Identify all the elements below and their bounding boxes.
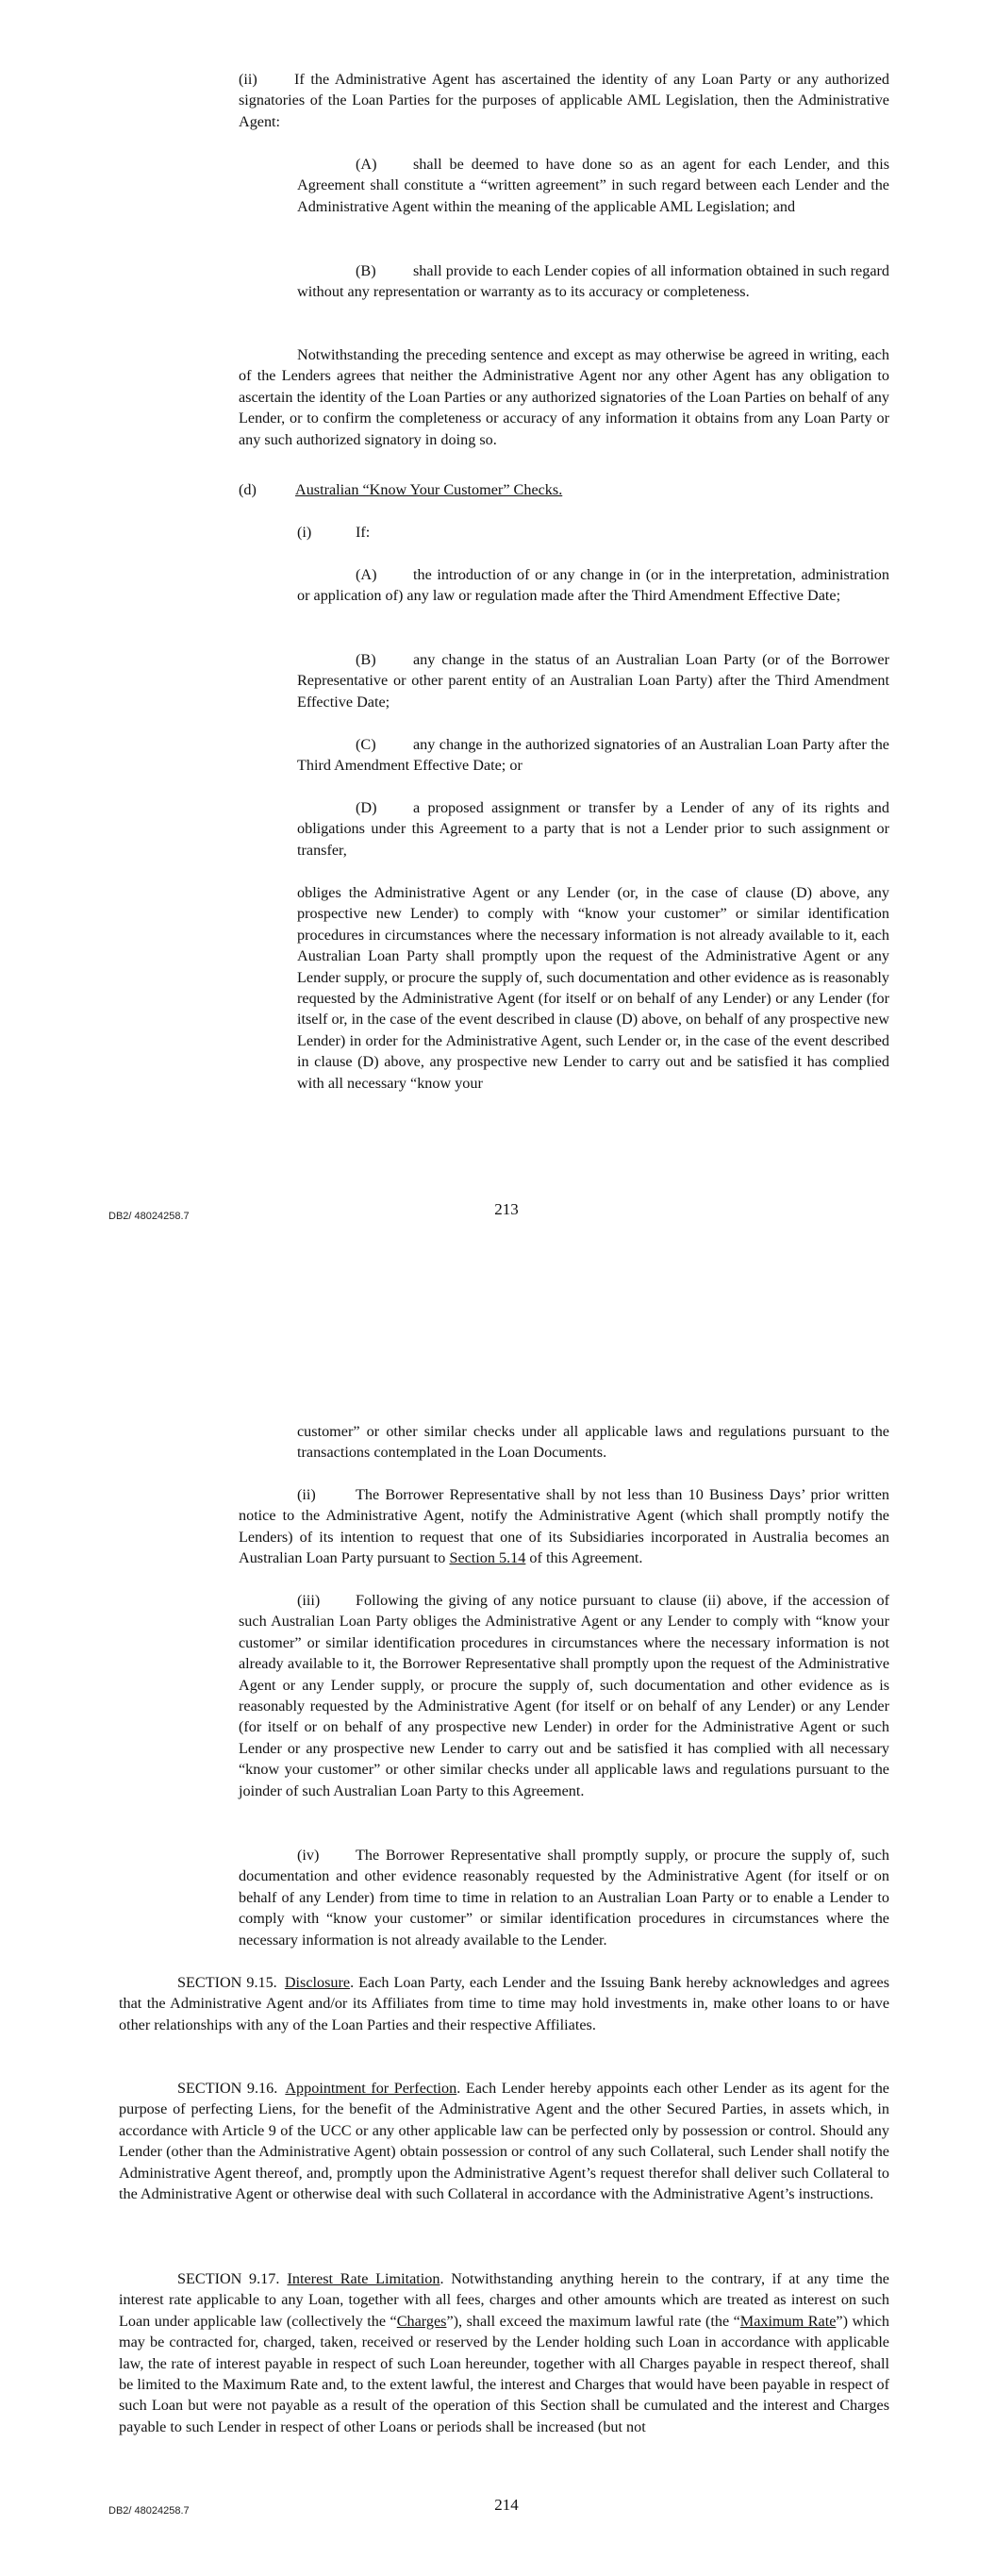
clause-d-heading	[239, 479, 562, 500]
clause-text: The Borrower Representative shall by not less than 10 Business Days’ prior written notice to the Administrative Agent, notify the Administrative Agent (which shall promptly notify the Lenders) of its intention to request that one of its Subsidiaries incorporated in Australia becomes an Australian Loan Party pursuant to	[239, 1486, 889, 1567]
clause-label: (ii)	[297, 1486, 316, 1503]
clause-ii-B	[297, 260, 889, 303]
clause-label: (A)	[356, 156, 377, 173]
clause-d-A	[297, 564, 889, 607]
defined-term-maximum-rate: Maximum Rate	[739, 2312, 837, 2330]
clause-title: Australian “Know Your Customer” Checks.	[295, 481, 563, 498]
section-9-16	[119, 2078, 889, 2204]
section-5-14-reference: Section 5.14	[449, 1549, 526, 1567]
clause-text: shall provide to each Lender copies of all information obtained in such regard without any representation or warranty as to its accuracy or completeness.	[297, 262, 889, 301]
section-9-15	[119, 1972, 889, 2035]
clause-label: (B)	[356, 651, 376, 668]
section-title: Interest Rate Limitation	[287, 2270, 440, 2287]
section-text: . Notwithstanding anything herein to the contrary, if at any time the interest rate applicable to any Loan, together with all fees, charges and other amounts which are treated as interest on such Loan under applicable law (collectively the “	[119, 2270, 889, 2330]
clause-label: (iv)	[297, 1847, 320, 1864]
document-id: DB2/ 48024258.7	[108, 1211, 190, 1222]
page-214	[0, 1288, 995, 2576]
section-number: SECTION 9.16.	[177, 2080, 278, 2097]
clause-d-B	[297, 649, 889, 712]
clause-d-i	[297, 522, 370, 543]
clause-text: If:	[356, 524, 371, 541]
clause-label: (D)	[356, 799, 377, 816]
clause-text: any change in the status of an Australian Loan Party (or of the Borrower Representative or other parent entity of an Australian Loan Party) after the Third Amendment Effective Date;	[297, 651, 889, 711]
clause-iv	[239, 1845, 889, 1950]
clause-label: (B)	[356, 262, 376, 279]
clause-label: (C)	[356, 736, 376, 753]
page-number: 213	[494, 1200, 519, 1218]
clause-d-C	[297, 734, 889, 777]
section-9-17	[119, 2268, 889, 2437]
notwithstanding-paragraph: Notwithstanding the preceding sentence and except as may otherwise be agreed in writing, each of the Lenders agrees that neither the Administrative Agent nor any other Agent has any obligation to ascertain the identity of the Loan Parties or any authorized signatories of the Loan Parties on behalf of any Lender, or to confirm the completeness or accuracy of any information it obtains from any Loan Party or any such authorized signatory in doing so.	[239, 346, 889, 448]
clause-label: (ii)	[239, 71, 257, 88]
clause-text: the introduction of or any change in (or in the interpretation, administration or application of) any law or regulation made after the Third Amendment Effective Date;	[297, 566, 889, 605]
clause-label: (d)	[239, 481, 257, 498]
clause-ii-subsidiary-notice	[239, 1484, 889, 1569]
clause-label: (A)	[356, 566, 377, 583]
document-id: DB2/ 48024258.7	[108, 2505, 190, 2517]
section-text: . Each Lender hereby appoints each other Lender as its agent for the purpose of perfecting Liens, for the benefit of the Administrative Agent and the other Secured Parties, in assets which, in accordance with Article 9 of the UCC or any other applicable law can be perfected only by possession or control. Should any Lender (other than the Administrative Agent) obtain possession or control of any such Collateral, such Lender shall notify the Administrative Agent thereof, and, promptly upon the Administrative Agent’s request therefor shall deliver such Collateral to the Administrative Agent or otherwise deal with such Collateral in accordance with the Administrative Agent’s instructions.	[119, 2080, 889, 2203]
section-text: ”) which may be contracted for, charged, taken, received or reserved by the Lender holding such Loan in accordance with applicable law, the rate of interest payable in respect of such Loan hereunder, together with all Charges payable in respect thereof, shall be limited to the Maximum Rate and, to the extent lawful, the interest and Charges that would have been payable in respect of such Loan but were not payable as a result of the operation of this Section shall be cumulated and the interest and Charges payable to such Lender in respect of other Loans or periods shall be increased (but not	[119, 2312, 890, 2435]
clause-text: any change in the authorized signatories of an Australian Loan Party after the Third Amendment Effective Date; or	[297, 736, 889, 775]
clause-d-D	[297, 797, 889, 861]
section-number: SECTION 9.17.	[177, 2270, 280, 2287]
page-number: 214	[494, 2496, 519, 2514]
section-text: . Each Loan Party, each Lender and the Issuing Bank hereby acknowledges and agrees that the Administrative Agent and/or its Affiliates from time to time may hold investments in, make other loans to or have other relationships with any of the Loan Parties and their respective Affiliates.	[119, 1974, 889, 2033]
clause-ii-aml	[239, 69, 889, 132]
defined-term-charges: Charges	[396, 2312, 447, 2330]
section-title: Appointment for Perfection	[285, 2080, 457, 2097]
continuation-paragraph: customer” or other similar checks under all applicable laws and regulations pursuant to the transactions contemplated in the Loan Documents.	[297, 1423, 889, 1462]
clause-text: The Borrower Representative shall promptly supply, or procure the supply of, such documentation and other evidence reasonably requested by the Administrative Agent (for itself or on behalf of any Lender) from time to time in relation to an Australian Loan Party or to enable a Lender to comply with “know your customer” or similar identification procedures in circumstances where the necessary information is not already available to the Lender.	[239, 1847, 889, 1949]
section-title: Disclosure	[284, 1974, 351, 1991]
clause-iii	[239, 1590, 889, 1801]
clause-label: (iii)	[297, 1592, 321, 1609]
clause-label: (i)	[297, 524, 312, 541]
obliges-paragraph: obliges the Administrative Agent or any Lender (or, in the case of clause (D) above, any prospective new Lender) to comply with “know your customer” or similar identification procedures in circumstances where the necessary information is not already available to it, each Australian Loan Party shall promptly upon the request of the Administrative Agent or any Lender supply, or procure the supply of, such documentation and other evidence as is reasonably requested by the Administrative Agent (for itself or on behalf of any Lender) or any Lender (for itself or, in the case of the event described in clause (D) above, on behalf of any prospective new Lender) in order for the Administrative Agent, such Lender or, in the case of the event described in clause (D) above, any prospective new Lender to carry out and be satisfied it has complied with all necessary “know your	[297, 884, 889, 1092]
clause-text: Following the giving of any notice pursuant to clause (ii) above, if the accession of such Australian Loan Party obliges the Administrative Agent or any Lender to comply with “know your customer” or similar identification procedures in circumstances where the necessary information is not already available to it, the Borrower Representative shall promptly upon the request of the Administrative Agent or any Lender supply, or procure the supply of, such documentation and other evidence as is reasonably requested by the Administrative Agent (for itself or on behalf of any Lender) or any Lender (for itself or on behalf of any prospective new Lender) in order for the Administrative Agent or such Lender or any prospective new Lender to carry out and be satisfied it has complied with all necessary “know your customer” or other similar checks under all applicable laws and regulations pursuant to the joinder of such Australian Loan Party to this Agreement.	[239, 1592, 889, 1799]
clause-text: If the Administrative Agent has ascertained the identity of any Loan Party or any authorized signatories of the Loan Parties for the purposes of applicable AML Legislation, then the Administrative Agent:	[239, 71, 889, 130]
clause-text-end: of this Agreement.	[525, 1549, 643, 1567]
section-number: SECTION 9.15.	[177, 1974, 277, 1991]
clause-text: shall be deemed to have done so as an agent for each Lender, and this Agreement shall constitute a “written agreement” in such regard between each Lender and the Administrative Agent within the meaning of the applicable AML Legislation; and	[297, 156, 889, 215]
clause-text: a proposed assignment or transfer by a Lender of any of its rights and obligations under this Agreement to a party that is not a Lender prior to such assignment or transfer,	[297, 799, 889, 859]
section-text: ”), shall exceed the maximum lawful rate (the “	[446, 2312, 740, 2330]
clause-ii-A	[297, 154, 889, 217]
